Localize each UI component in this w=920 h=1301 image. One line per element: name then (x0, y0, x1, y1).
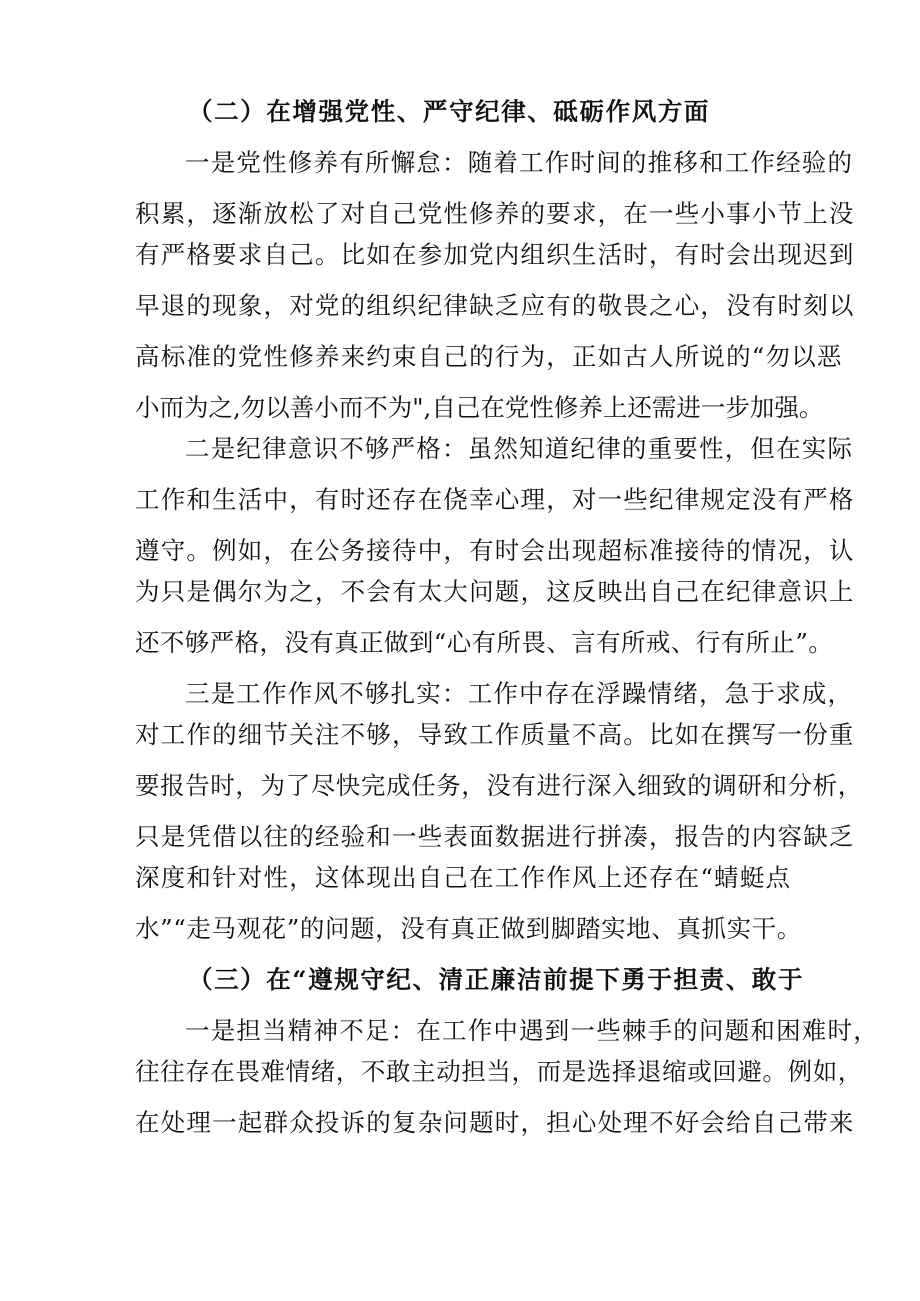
section-heading-2: （二）在增强党性、严守纪律、砥砺作风方面 (188, 97, 710, 126)
paragraph-line: 遵守。例如，在公务接待中，有时会出现超标准接待的情况，认 (135, 536, 855, 565)
paragraph-line: 高标准的党性修养来约束自己的行为，正如古人所说的“勿以恶 (135, 342, 843, 371)
paragraph-line: 二是纪律意识不够严格：虽然知道纪律的重要性，但在实际 (185, 434, 854, 463)
paragraph-line: 在处理一起群众投诉的复杂问题时，担心处理不好会给自己带来 (135, 1108, 855, 1137)
paragraph-line: 工作和生活中，有时还存在侥幸心理，对一些纪律规定没有严格 (135, 485, 855, 514)
paragraph-line: 还不够严格，没有真正做到“心有所畏、言有所戒、行有所止”。 (135, 628, 834, 657)
paragraph-line: 一是担当精神不足：在工作中遇到一些棘手的问题和困难时， (185, 1016, 879, 1045)
paragraph-line: 积累，逐渐放松了对自己党性修养的要求，在一些小事小节上没 (135, 199, 855, 228)
paragraph-line: 要报告时，为了尽快完成任务，没有进行深入细致的调研和分析， (135, 771, 863, 800)
paragraph-line: 深度和针对性，这体现出自己在工作作风上还存在“蜻蜓点 (135, 863, 792, 892)
paragraph-line: 往往存在畏难情绪，不敢主动担当，而是选择退缩或回避。例如， (135, 1057, 863, 1086)
paragraph-line: 只是凭借以往的经验和一些表面数据进行拼凑，报告的内容缺乏 (135, 822, 855, 851)
paragraph-line: 水”“走马观花”的问题，没有真正做到脚踏实地、真抓实干。 (135, 914, 802, 943)
section-heading-3: （三）在“遵规守纪、清正廉洁前提下勇于担责、敢于 (188, 965, 804, 994)
paragraph-line: 早退的现象，对党的组织纪律缺乏应有的敬畏之心，没有时刻以 (135, 291, 855, 320)
paragraph-line: 为只是偶尔为之，不会有太大问题，这反映出自己在纪律意识上 (135, 577, 855, 606)
paragraph-line: 对工作的细节关注不够，导致工作质量不高。比如在撰写一份重 (135, 720, 855, 749)
paragraph-line: 三是工作作风不够扎实：工作中存在浮躁情绪，急于求成， (185, 679, 854, 708)
paragraph-line: 小而为之,勿以善小而不为",自己在党性修养上还需进一步加强。 (135, 393, 824, 422)
paragraph-line: 一是党性修养有所懈怠：随着工作时间的推移和工作经验的 (185, 148, 854, 177)
paragraph-line: 有严格要求自己。比如在参加党内组织生活时，有时会出现迟到 (135, 240, 855, 269)
